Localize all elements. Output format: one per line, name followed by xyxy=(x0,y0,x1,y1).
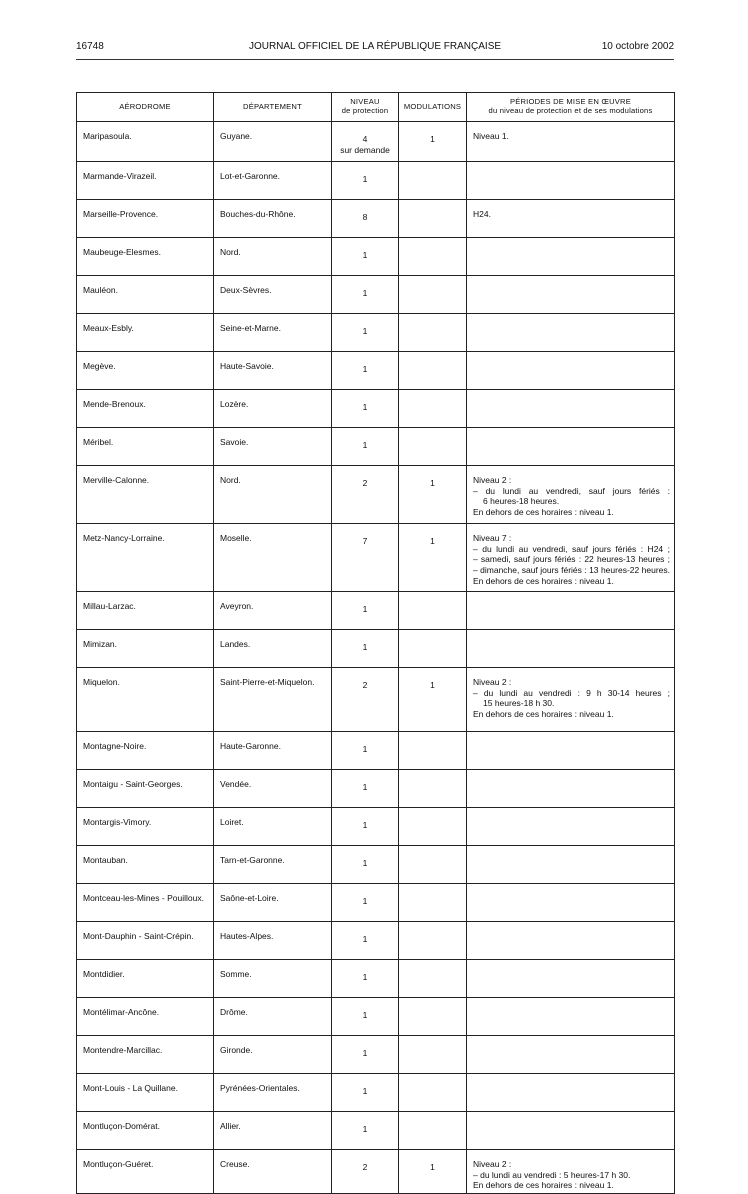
niveau-cell xyxy=(332,162,399,200)
aerodrome-cell: Mont-Louis - La Quillane. xyxy=(77,1074,214,1112)
table-row xyxy=(77,200,675,238)
niveau-value: 1 xyxy=(362,972,368,982)
table-row xyxy=(77,1036,675,1074)
aerodrome-cell: Mauléon. xyxy=(77,276,214,314)
niveau-cell xyxy=(332,524,399,592)
niveau-cell xyxy=(332,1112,399,1150)
departement-cell: Saint-Pierre-et-Miquelon. xyxy=(214,668,332,732)
aerodrome-table xyxy=(76,92,675,1194)
column-header-niveau: NIVEAU de protection xyxy=(332,93,399,122)
departement-cell: Guyane. xyxy=(214,122,332,162)
niveau-value: 1 xyxy=(362,1010,368,1020)
departement-cell: Creuse. xyxy=(214,1150,332,1194)
modulation-cell xyxy=(399,314,467,352)
modulation-cell xyxy=(399,1112,467,1150)
page-number: 16748 xyxy=(76,41,104,52)
periode-line: – du lundi au vendredi, sauf jours fériés : xyxy=(473,485,670,496)
aerodrome-cell: Megève. xyxy=(77,352,214,390)
departement-cell: Aveyron. xyxy=(214,592,332,630)
niveau-cell xyxy=(332,1150,399,1194)
departement-cell: Drôme. xyxy=(214,998,332,1036)
periodes-cell xyxy=(467,846,675,884)
niveau-value: 1 xyxy=(362,896,368,906)
niveau-value: 2 xyxy=(362,1162,368,1172)
modulation-cell xyxy=(399,428,467,466)
niveau-value: 1 xyxy=(362,1086,368,1096)
periode-line: En dehors de ces horaires : niveau 1. xyxy=(473,708,614,719)
niveau-value: 1 xyxy=(362,440,368,450)
periodes-cell xyxy=(467,770,675,808)
periodes-cell xyxy=(467,162,675,200)
modulation-cell xyxy=(399,1036,467,1074)
niveau-value: 2 xyxy=(362,478,368,488)
table-row xyxy=(77,960,675,998)
column-header-periodes: PÉRIODES DE MISE EN ŒUVRE du niveau de protection et de ses modulations xyxy=(467,93,675,122)
table-row xyxy=(77,1112,675,1150)
aerodrome-cell: Montagne-Noire. xyxy=(77,732,214,770)
periode-line: Niveau 2 : xyxy=(473,475,512,485)
table-row xyxy=(77,808,675,846)
aerodrome-cell: Miquelon. xyxy=(77,668,214,732)
niveau-cell xyxy=(332,630,399,668)
niveau-value: 1 xyxy=(362,820,368,830)
periode-line: Niveau 7 : xyxy=(473,533,512,543)
periodes-cell xyxy=(467,390,675,428)
modulation-cell: 1 xyxy=(399,466,467,524)
column-header-departement: DÉPARTEMENT xyxy=(214,93,332,122)
table-row xyxy=(77,846,675,884)
table-row xyxy=(77,162,675,200)
table-row xyxy=(77,122,675,162)
departement-cell: Deux-Sèvres. xyxy=(214,276,332,314)
departement-cell: Seine-et-Marne. xyxy=(214,314,332,352)
departement-cell: Lozère. xyxy=(214,390,332,428)
niveau-cell xyxy=(332,668,399,732)
periode-line: – du lundi au vendredi, sauf jours fériés : H24 ; xyxy=(473,543,670,554)
aerodrome-cell: Meaux-Esbly. xyxy=(77,314,214,352)
periode-line: – du lundi au vendredi : 5 heures-17 h 30. xyxy=(473,1169,631,1180)
table-row xyxy=(77,592,675,630)
periode-line: – du lundi au vendredi : 9 h 30-14 heures ; xyxy=(473,687,670,698)
niveau-cell xyxy=(332,770,399,808)
table-row xyxy=(77,276,675,314)
table-row xyxy=(77,352,675,390)
aerodrome-cell: Montaigu - Saint-Georges. xyxy=(77,770,214,808)
niveau-value: 1 xyxy=(362,782,368,792)
modulation-cell xyxy=(399,630,467,668)
aerodrome-cell: Montauban. xyxy=(77,846,214,884)
niveau-cell xyxy=(332,390,399,428)
periodes-cell xyxy=(467,960,675,998)
niveau-value: 1 xyxy=(362,364,368,374)
periode-line: 6 heures-18 heures. xyxy=(483,496,560,507)
modulation-cell xyxy=(399,592,467,630)
departement-cell: Somme. xyxy=(214,960,332,998)
niveau-value: 1 xyxy=(362,604,368,614)
modulation-cell: 1 xyxy=(399,1150,467,1194)
modulation-cell xyxy=(399,1074,467,1112)
table-row xyxy=(77,922,675,960)
departement-cell: Loiret. xyxy=(214,808,332,846)
departement-cell: Haute-Savoie. xyxy=(214,352,332,390)
aerodrome-cell: Montluçon-Domérat. xyxy=(77,1112,214,1150)
niveau-cell xyxy=(332,428,399,466)
modulation-cell xyxy=(399,922,467,960)
periodes-cell xyxy=(467,922,675,960)
table-row xyxy=(77,466,675,524)
aerodrome-cell: Millau-Larzac. xyxy=(77,592,214,630)
modulation-cell xyxy=(399,960,467,998)
niveau-value: 1 xyxy=(362,642,368,652)
periode-line: Niveau 1. xyxy=(473,131,509,141)
departement-cell: Bouches-du-Rhône. xyxy=(214,200,332,238)
aerodrome-cell: Montceau-les-Mines - Pouilloux. xyxy=(77,884,214,922)
periode-line: – samedi, sauf jours fériés : 22 heures-13 heures ; xyxy=(473,554,670,565)
periodes-cell xyxy=(467,668,675,732)
modulation-cell xyxy=(399,770,467,808)
table-body xyxy=(77,122,675,1194)
table-header-row xyxy=(77,93,675,122)
departement-cell: Vendée. xyxy=(214,770,332,808)
departement-cell: Haute-Garonne. xyxy=(214,732,332,770)
aerodrome-cell: Maubeuge-Elesmes. xyxy=(77,238,214,276)
periode-line: En dehors de ces horaires : niveau 1. xyxy=(473,575,614,586)
niveau-value: 8 xyxy=(362,212,368,222)
periodes-cell xyxy=(467,122,675,162)
modulation-cell: 1 xyxy=(399,668,467,732)
periode-line: Niveau 2 : xyxy=(473,677,512,687)
niveau-cell xyxy=(332,1074,399,1112)
periodes-cell xyxy=(467,732,675,770)
table-row xyxy=(77,884,675,922)
departement-cell: Nord. xyxy=(214,466,332,524)
niveau-cell xyxy=(332,122,399,162)
aerodrome-cell: Metz-Nancy-Lorraine. xyxy=(77,524,214,592)
niveau-cell xyxy=(332,732,399,770)
periodes-cell xyxy=(467,276,675,314)
periodes-cell xyxy=(467,630,675,668)
aerodrome-cell: Méribel. xyxy=(77,428,214,466)
niveau-cell xyxy=(332,884,399,922)
departement-cell: Savoie. xyxy=(214,428,332,466)
modulation-cell xyxy=(399,884,467,922)
periodes-cell xyxy=(467,524,675,592)
table-row xyxy=(77,524,675,592)
periodes-cell xyxy=(467,1112,675,1150)
table-row xyxy=(77,314,675,352)
aerodrome-cell: Montélimar-Ancône. xyxy=(77,998,214,1036)
niveau-value: 2 xyxy=(362,680,368,690)
modulation-cell xyxy=(399,238,467,276)
niveau-cell xyxy=(332,352,399,390)
departement-cell: Lot-et-Garonne. xyxy=(214,162,332,200)
periodes-cell xyxy=(467,314,675,352)
modulation-cell xyxy=(399,352,467,390)
table-row xyxy=(77,732,675,770)
table-row xyxy=(77,238,675,276)
periodes-cell xyxy=(467,466,675,524)
niveau-value: 1 xyxy=(362,1048,368,1058)
niveau-value: 1 xyxy=(362,174,368,184)
modulation-cell xyxy=(399,200,467,238)
header-rule xyxy=(76,59,674,60)
publication-date: 10 octobre 2002 xyxy=(601,41,674,52)
periodes-cell xyxy=(467,352,675,390)
page-header xyxy=(76,41,674,55)
niveau-cell xyxy=(332,846,399,884)
aerodrome-cell: Merville-Calonne. xyxy=(77,466,214,524)
niveau-value: 4 xyxy=(362,134,368,144)
niveau-value: 1 xyxy=(362,250,368,260)
aerodrome-cell: Montluçon-Guéret. xyxy=(77,1150,214,1194)
modulation-cell xyxy=(399,162,467,200)
table-row xyxy=(77,630,675,668)
niveau-cell xyxy=(332,808,399,846)
modulation-cell xyxy=(399,276,467,314)
periodes-cell xyxy=(467,1074,675,1112)
periodes-cell xyxy=(467,200,675,238)
periode-line: 15 heures-18 h 30. xyxy=(483,698,555,709)
departement-cell: Saône-et-Loire. xyxy=(214,884,332,922)
departement-cell: Nord. xyxy=(214,238,332,276)
periodes-cell xyxy=(467,238,675,276)
departement-cell: Landes. xyxy=(214,630,332,668)
table-row xyxy=(77,998,675,1036)
niveau-cell xyxy=(332,960,399,998)
periodes-cell xyxy=(467,998,675,1036)
table-row xyxy=(77,668,675,732)
table-row xyxy=(77,390,675,428)
niveau-value: 7 xyxy=(362,536,368,546)
niveau-value: 1 xyxy=(362,402,368,412)
table-row xyxy=(77,1150,675,1194)
aerodrome-cell: Marseille-Provence. xyxy=(77,200,214,238)
periodes-cell xyxy=(467,592,675,630)
niveau-cell xyxy=(332,466,399,524)
journal-title: JOURNAL OFFICIEL DE LA RÉPUBLIQUE FRANÇAISE xyxy=(248,41,502,52)
periodes-cell xyxy=(467,808,675,846)
niveau-note: sur demande xyxy=(340,144,390,155)
niveau-value: 1 xyxy=(362,934,368,944)
modulation-cell xyxy=(399,390,467,428)
periodes-cell xyxy=(467,884,675,922)
niveau-cell xyxy=(332,592,399,630)
departement-cell: Hautes-Alpes. xyxy=(214,922,332,960)
niveau-value: 1 xyxy=(362,288,368,298)
table-row xyxy=(77,770,675,808)
departement-cell: Gironde. xyxy=(214,1036,332,1074)
modulation-cell xyxy=(399,998,467,1036)
modulation-cell xyxy=(399,846,467,884)
departement-cell: Pyrénées-Orientales. xyxy=(214,1074,332,1112)
periode-line: Niveau 2 : xyxy=(473,1159,512,1169)
modulation-cell xyxy=(399,732,467,770)
niveau-value: 1 xyxy=(362,858,368,868)
column-header-modulations: MODULATIONS xyxy=(399,93,467,122)
aerodrome-cell: Mont-Dauphin - Saint-Crépin. xyxy=(77,922,214,960)
periode-line: En dehors de ces horaires : niveau 1. xyxy=(473,1180,614,1191)
table-row xyxy=(77,1074,675,1112)
column-header-aerodrome: AÉRODROME xyxy=(77,93,214,122)
niveau-cell xyxy=(332,314,399,352)
niveau-value: 1 xyxy=(362,326,368,336)
aerodrome-cell: Mimizan. xyxy=(77,630,214,668)
modulation-cell xyxy=(399,808,467,846)
aerodrome-cell: Marmande-Virazeil. xyxy=(77,162,214,200)
niveau-cell xyxy=(332,998,399,1036)
departement-cell: Allier. xyxy=(214,1112,332,1150)
modulation-cell: 1 xyxy=(399,122,467,162)
periodes-cell xyxy=(467,1036,675,1074)
periode-line: En dehors de ces horaires : niveau 1. xyxy=(473,506,614,517)
niveau-cell xyxy=(332,1036,399,1074)
aerodrome-cell: Montendre-Marcillac. xyxy=(77,1036,214,1074)
niveau-cell xyxy=(332,276,399,314)
niveau-value: 1 xyxy=(362,744,368,754)
niveau-cell xyxy=(332,238,399,276)
periodes-cell xyxy=(467,1150,675,1194)
modulation-cell: 1 xyxy=(399,524,467,592)
departement-cell: Moselle. xyxy=(214,524,332,592)
niveau-value: 1 xyxy=(362,1124,368,1134)
aerodrome-cell: Montargis-Vimory. xyxy=(77,808,214,846)
departement-cell: Tarn-et-Garonne. xyxy=(214,846,332,884)
aerodrome-cell: Montdidier. xyxy=(77,960,214,998)
niveau-cell xyxy=(332,922,399,960)
periodes-cell xyxy=(467,428,675,466)
aerodrome-cell: Maripasoula. xyxy=(77,122,214,162)
aerodrome-cell: Mende-Brenoux. xyxy=(77,390,214,428)
periode-line: H24. xyxy=(473,209,491,219)
periode-line: – dimanche, sauf jours fériés : 13 heures-22 heures. xyxy=(473,564,670,575)
table-row xyxy=(77,428,675,466)
niveau-cell xyxy=(332,200,399,238)
